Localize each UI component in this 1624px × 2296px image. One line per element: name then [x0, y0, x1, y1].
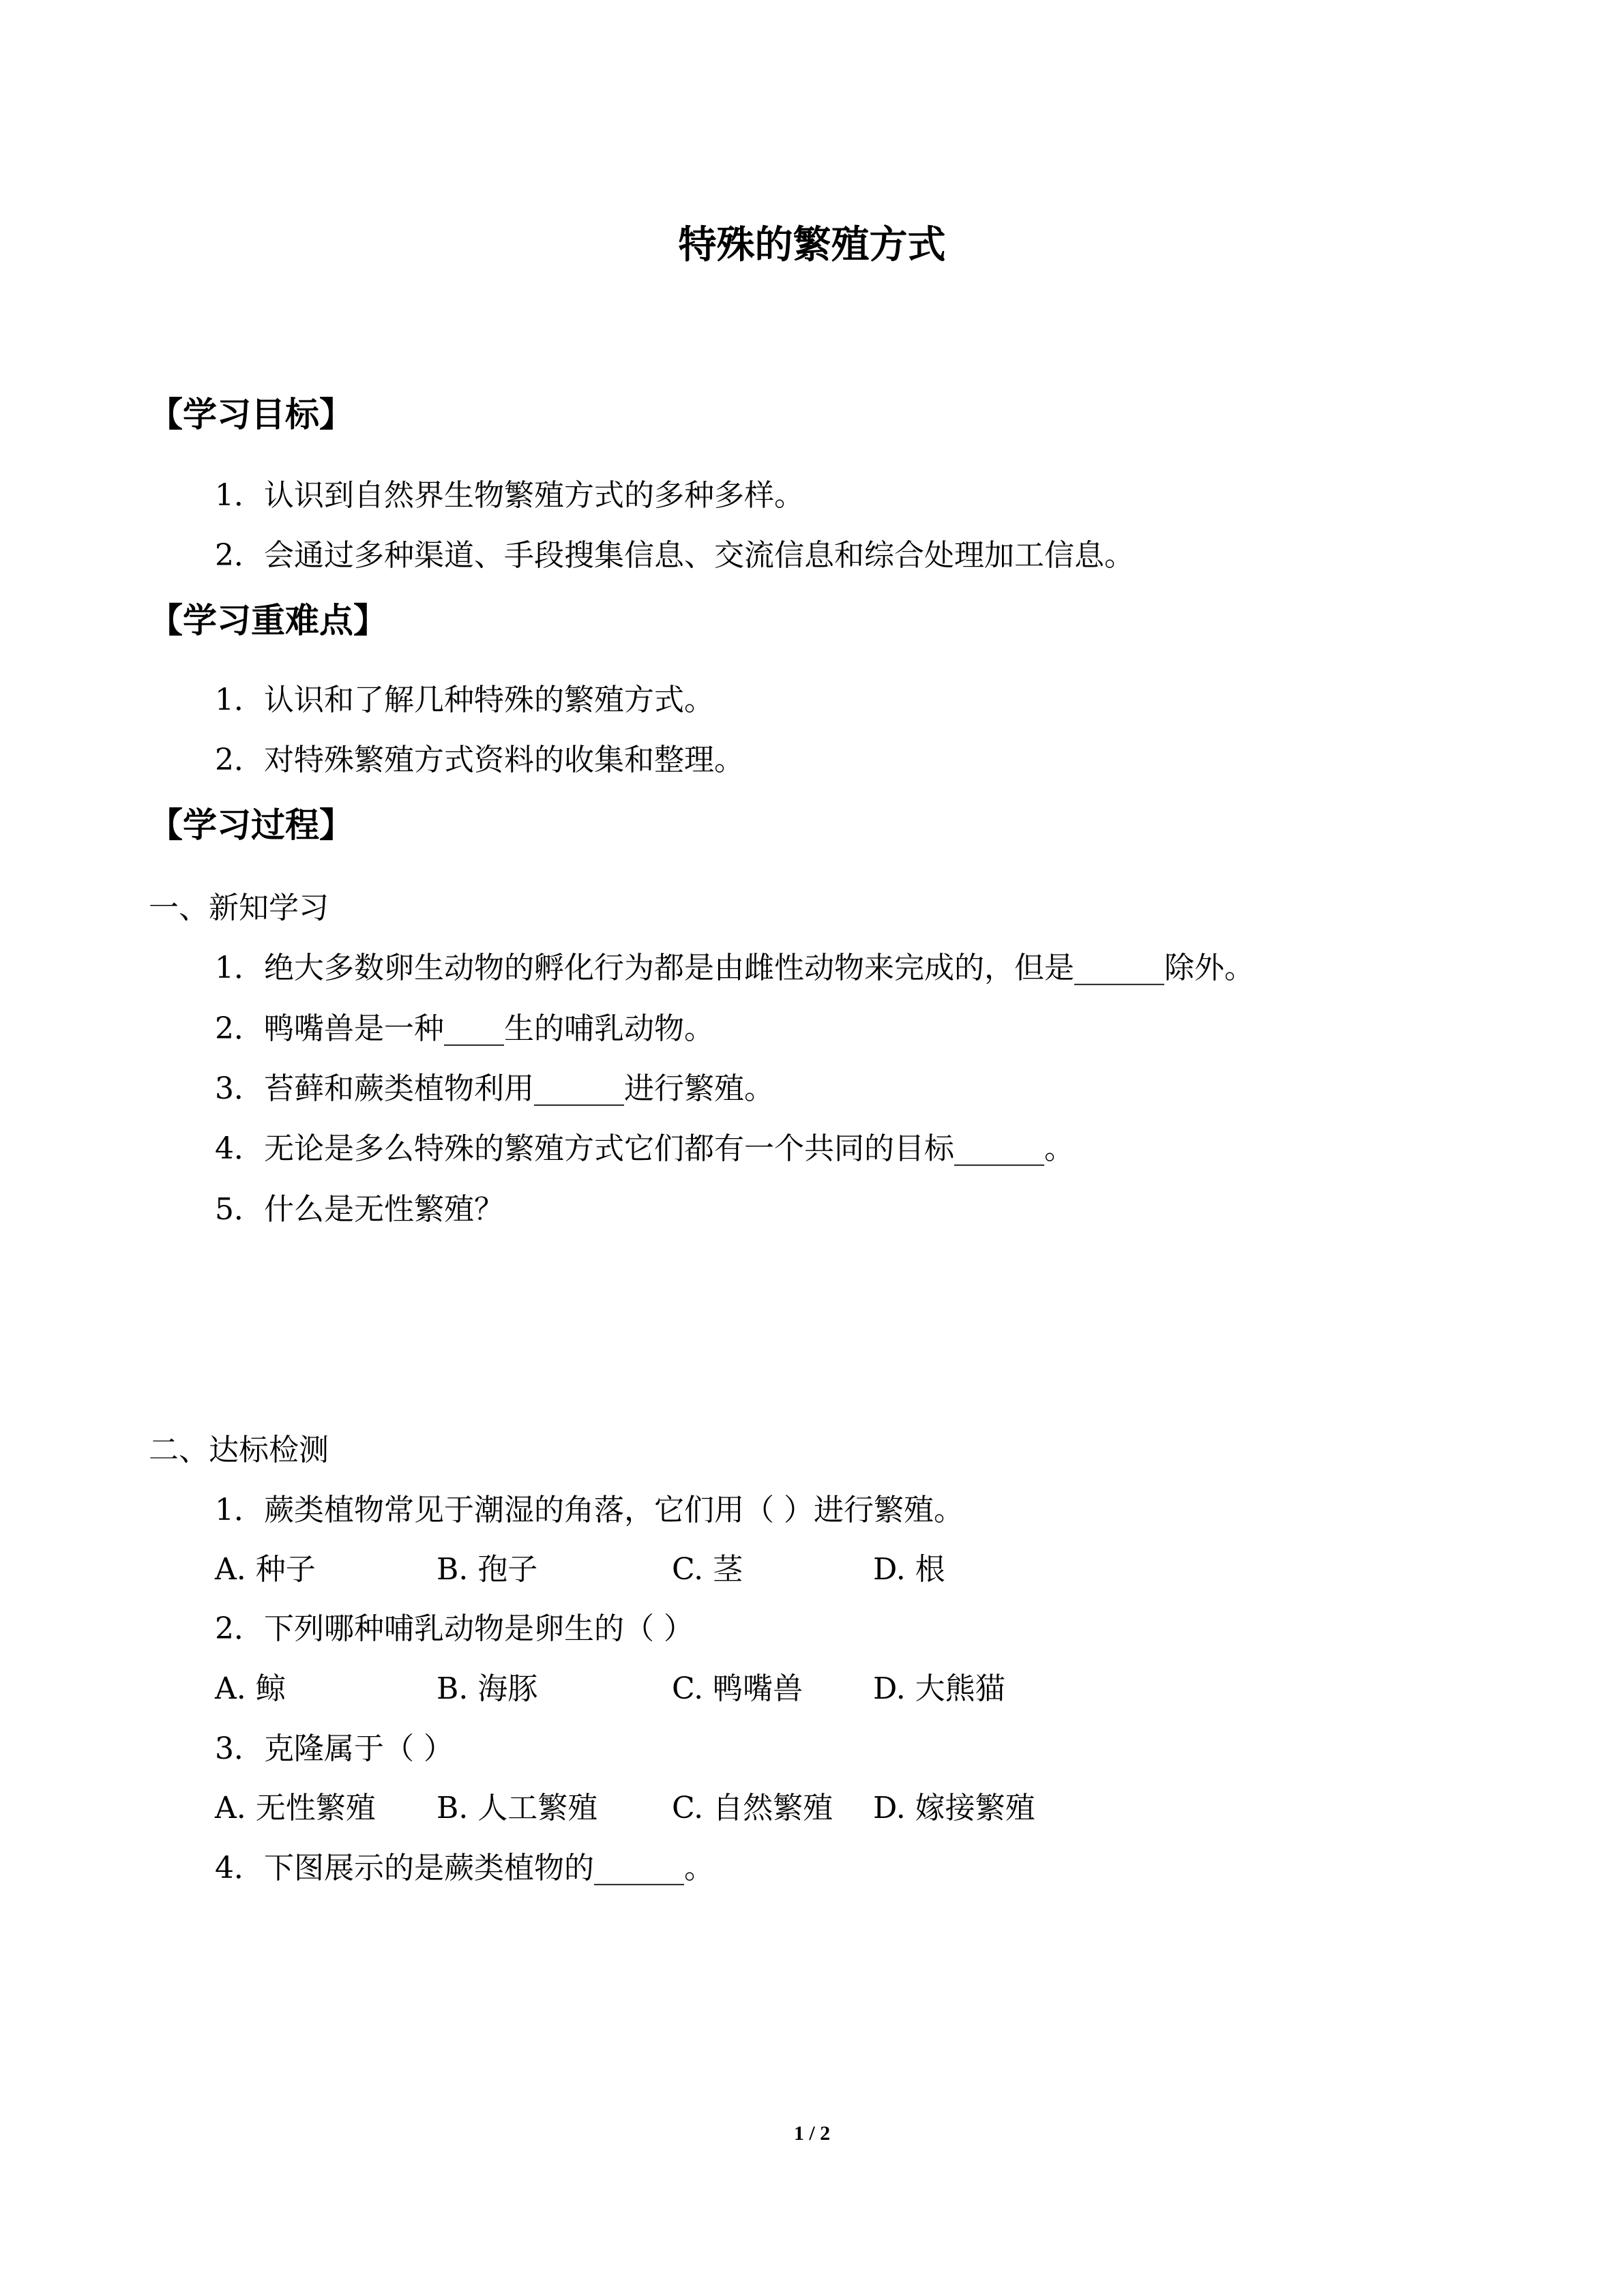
option-b: B. 海豚: [437, 1671, 538, 1706]
assessment-title: 二、达标检测: [149, 1433, 329, 1467]
question-stem: 1．蕨类植物常见于潮湿的角落，它们用（ ）进行繁殖。: [215, 1493, 964, 1527]
fill-blank-item: 4．无论是多么特殊的繁殖方式它们都有一个共同的目标______。: [215, 1131, 1074, 1166]
option-b: B. 孢子: [437, 1552, 538, 1587]
option-a: A. 无性繁殖: [215, 1791, 376, 1825]
key-point-item: 2．对特殊繁殖方式资料的收集和整理。: [215, 743, 744, 777]
fill-blank-item: 1．绝大多数卵生动物的孵化行为都是由雌性动物来完成的，但是______除外。: [215, 951, 1254, 985]
option-d: D. 根: [873, 1552, 945, 1587]
option-c: C. 自然繁殖: [672, 1791, 833, 1825]
question-stem: 2．下列哪种哺乳动物是卵生的（ ）: [215, 1611, 694, 1646]
fill-blank-item: 3．苔藓和蕨类植物利用______进行繁殖。: [215, 1071, 774, 1106]
option-c: C. 鸭嘴兽: [672, 1671, 803, 1706]
objective-item: 1．认识到自然界生物繁殖方式的多种多样。: [215, 478, 804, 513]
option-d: D. 嫁接繁殖: [873, 1791, 1035, 1825]
new-knowledge-title: 一、新知学习: [149, 891, 329, 925]
question-stem: 4．下图展示的是蕨类植物的______。: [215, 1851, 714, 1885]
option-b: B. 人工繁殖: [437, 1791, 598, 1825]
objectives-heading: 【学习目标】: [149, 395, 353, 434]
page-number: 1 / 2: [793, 2122, 831, 2145]
short-answer-item: 5．什么是无性繁殖？: [215, 1192, 504, 1227]
page-title: 特殊的繁殖方式: [678, 223, 946, 267]
question-stem: 3．克隆属于（ ）: [215, 1731, 454, 1766]
process-heading: 【学习过程】: [149, 805, 353, 845]
key-points-heading: 【学习重难点】: [149, 601, 387, 640]
fill-blank-item: 2．鸭嘴兽是一种____生的哺乳动物。: [215, 1011, 714, 1046]
objective-item: 2．会通过多种渠道、手段搜集信息、交流信息和综合处理加工信息。: [215, 538, 1134, 573]
option-d: D. 大熊猫: [873, 1671, 1005, 1706]
option-a: A. 种子: [215, 1552, 316, 1587]
option-a: A. 鲸: [215, 1671, 286, 1706]
key-point-item: 1．认识和了解几种特殊的繁殖方式。: [215, 683, 714, 717]
option-c: C. 茎: [672, 1552, 743, 1587]
